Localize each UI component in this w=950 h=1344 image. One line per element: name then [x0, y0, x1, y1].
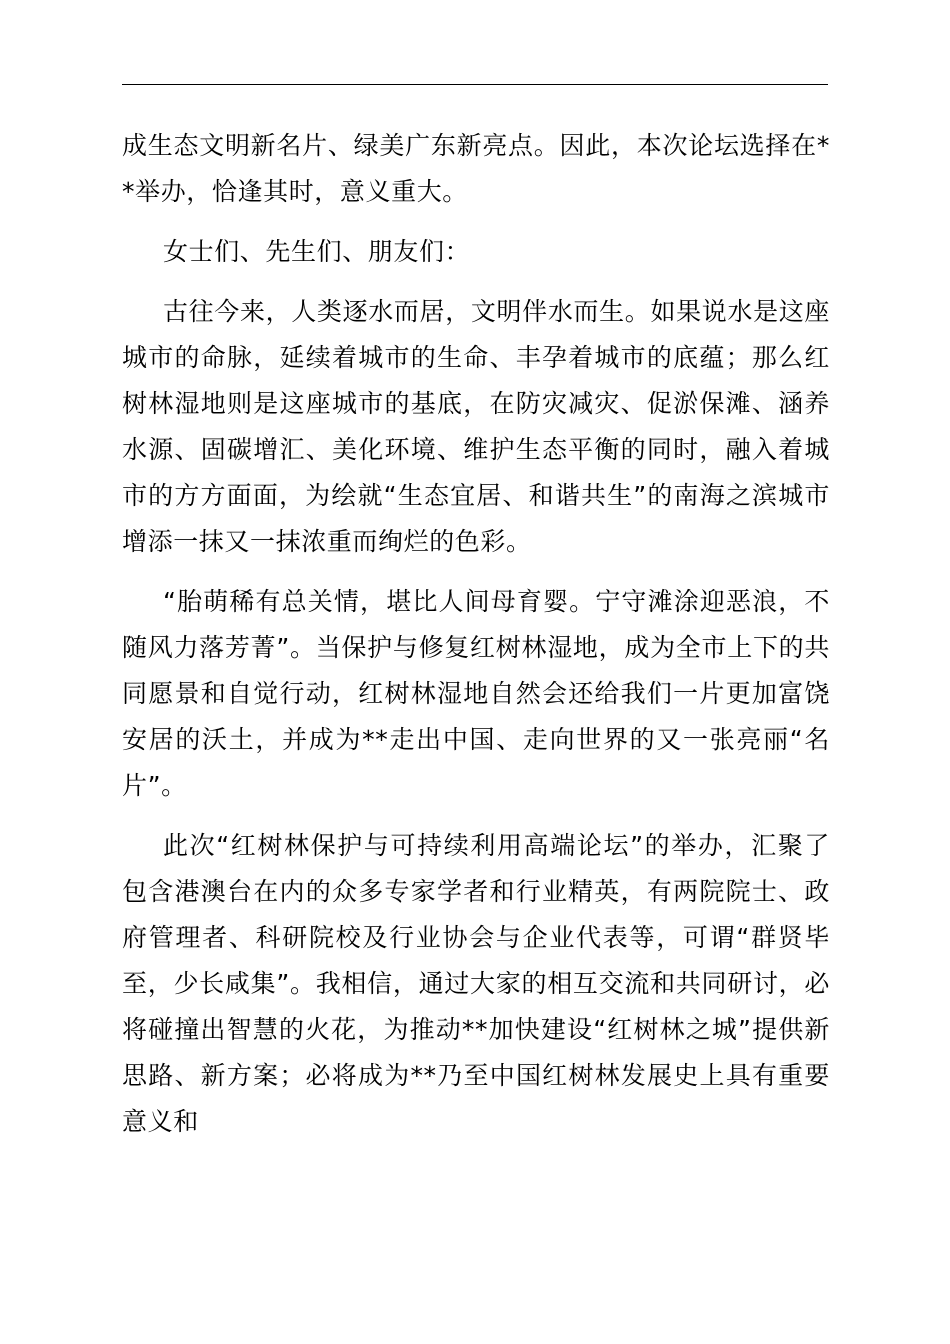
header-rule [122, 84, 828, 85]
paragraph-water-civilization: 古往今来，人类逐水而居，文明伴水而生。如果说水是这座城市的命脉，延续着城市的生命、丰孕着城市的底蕴；那么红树林湿地则是这座城市的基底，在防灾减灾、促淤保滩、涵养水源、固碳增汇、美化环境、维护生态平衡的同时，融入着城市的方方面面，为绘就“生态宜居、和谐共生”的南海之滨城市增添一抹又一抹浓重而绚烂的色彩。 [122, 297, 830, 556]
paragraph-poem: “胎萌稀有总关情，堪比人间母育婴。宁守滩涂迎恶浪，不随风力落芳菁”。当保护与修复红树林湿地，成为全市上下的共同愿景和自觉行动，红树林湿地自然会还给我们一片更加富饶安居的沃土，并成为**走出中国、走向世界的又一张亮丽“名片”。 [122, 587, 830, 800]
paragraph-salutation: 女士们、先生们、朋友们： [163, 237, 471, 266]
paragraph-continuation: 成生态文明新名片、绿美广东新亮点。因此，本次论坛选择在**举办，恰逢其时，意义重大。 [122, 131, 830, 206]
body-text [122, 123, 830, 1145]
paragraph-forum: 此次“红树林保护与可持续利用高端论坛”的举办，汇聚了包含港澳台在内的众多专家学者和行业精英，有两院院士、政府管理者、科研院校及行业协会与企业代表等，可谓“群贤毕至，少长咸集”。我相信，通过大家的相互交流和共同研讨，必将碰撞出智慧的火花，为推动**加快建设“红树林之城”提供新思路、新方案；必将成为**乃至中国红树林发展史上具有重要意义和 [122, 831, 830, 1136]
